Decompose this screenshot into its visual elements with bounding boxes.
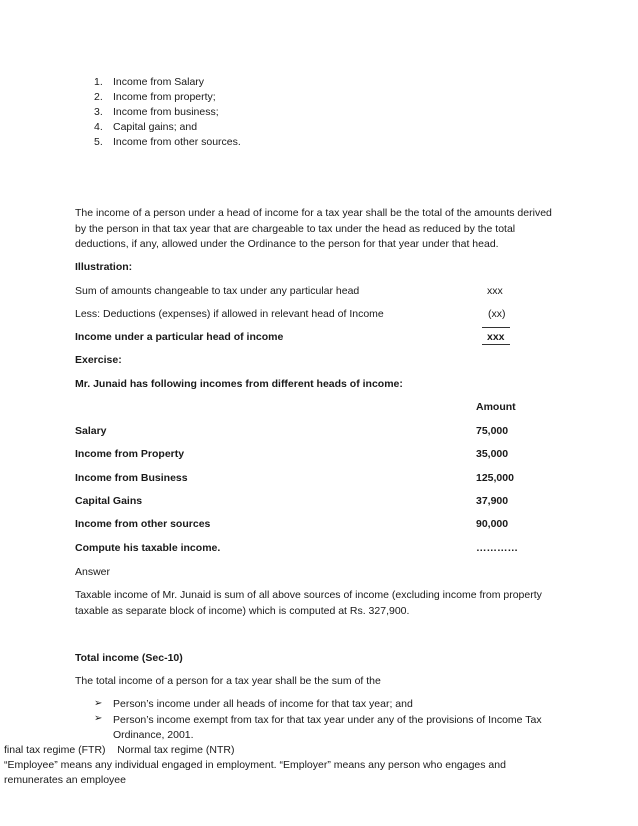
illustration-heading: Illustration: [75, 261, 133, 273]
answer-text: Taxable income of Mr. Junaid is sum of all above sources of income (excluding income from property taxable as separate block of income) which is computed at Rs. 327,900. [75, 589, 542, 617]
total-rule [482, 344, 510, 345]
bullet-item: Person’s income exempt from tax for that tax year under any of the provisions of Income Tax Ordinance, 2001. [113, 714, 542, 741]
arrow-bullet-icon: ➢ [94, 713, 103, 724]
list-item: Capital gains; and [113, 121, 198, 133]
exercise-row-value: 35,000 [476, 448, 509, 460]
bullet-item: Person’s income under all heads of income for that tax year; and [113, 698, 413, 710]
exercise-row-label: Compute his taxable income. [75, 542, 221, 554]
illustration-row-label: Sum of amounts changeable to tax under any particular head [75, 285, 360, 297]
list-item: Income from other sources. [113, 136, 241, 148]
exercise-row-value: ………… [476, 542, 518, 554]
exercise-row-label: Income from other sources [75, 518, 211, 530]
list-number: 2. [94, 91, 103, 103]
total-income-heading: Total income (Sec-10) [75, 652, 183, 664]
exercise-row-label: Income from Property [75, 448, 185, 460]
illustration-total-value: xxx [487, 331, 505, 343]
list-item: Income from Salary [113, 76, 205, 88]
exercise-statement: Mr. Junaid has following incomes from different heads of income: [75, 378, 403, 390]
list-item: Income from property; [113, 91, 216, 103]
exercise-heading: Exercise: [75, 354, 122, 366]
tax-regimes-note: final tax regime (FTR) Normal tax regime (NTR) [4, 744, 235, 756]
answer-heading: Answer [75, 566, 111, 578]
illustration-row-value: xxx [487, 285, 503, 297]
list-number: 1. [94, 76, 103, 88]
exercise-row-value: 37,900 [476, 495, 509, 507]
list-number: 4. [94, 121, 103, 133]
exercise-row-value: 90,000 [476, 518, 509, 530]
exercise-row-label: Capital Gains [75, 495, 143, 507]
total-income-intro: The total income of a person for a tax year shall be the sum of the [75, 675, 381, 687]
exercise-row-value: 125,000 [476, 472, 514, 484]
exercise-row-value: 75,000 [476, 425, 509, 437]
illustration-row-label: Less: Deductions (expenses) if allowed in relevant head of Income [75, 308, 384, 320]
amount-header: Amount [476, 401, 516, 413]
definition-paragraph: The income of a person under a head of income for a tax year shall be the total of the amounts derived by the person in that tax year that are chargeable to tax under the head as reduced by the total deductions, if any, allowed under the Ordinance to the person for that year under that head. [75, 207, 552, 250]
illustration-total-label: Income under a particular head of income [75, 331, 284, 343]
list-number: 5. [94, 136, 103, 148]
employee-definition: “Employee” means any individual engaged in employment. “Employer” means any person who engages and remunerates an employee [4, 759, 506, 786]
list-item: Income from business; [113, 106, 219, 118]
illustration-row-value: (xx) [488, 308, 506, 320]
exercise-row-label: Income from Business [75, 472, 188, 484]
arrow-bullet-icon: ➢ [94, 698, 103, 709]
subtotal-rule [482, 327, 510, 328]
exercise-row-label: Salary [75, 425, 107, 437]
list-number: 3. [94, 106, 103, 118]
